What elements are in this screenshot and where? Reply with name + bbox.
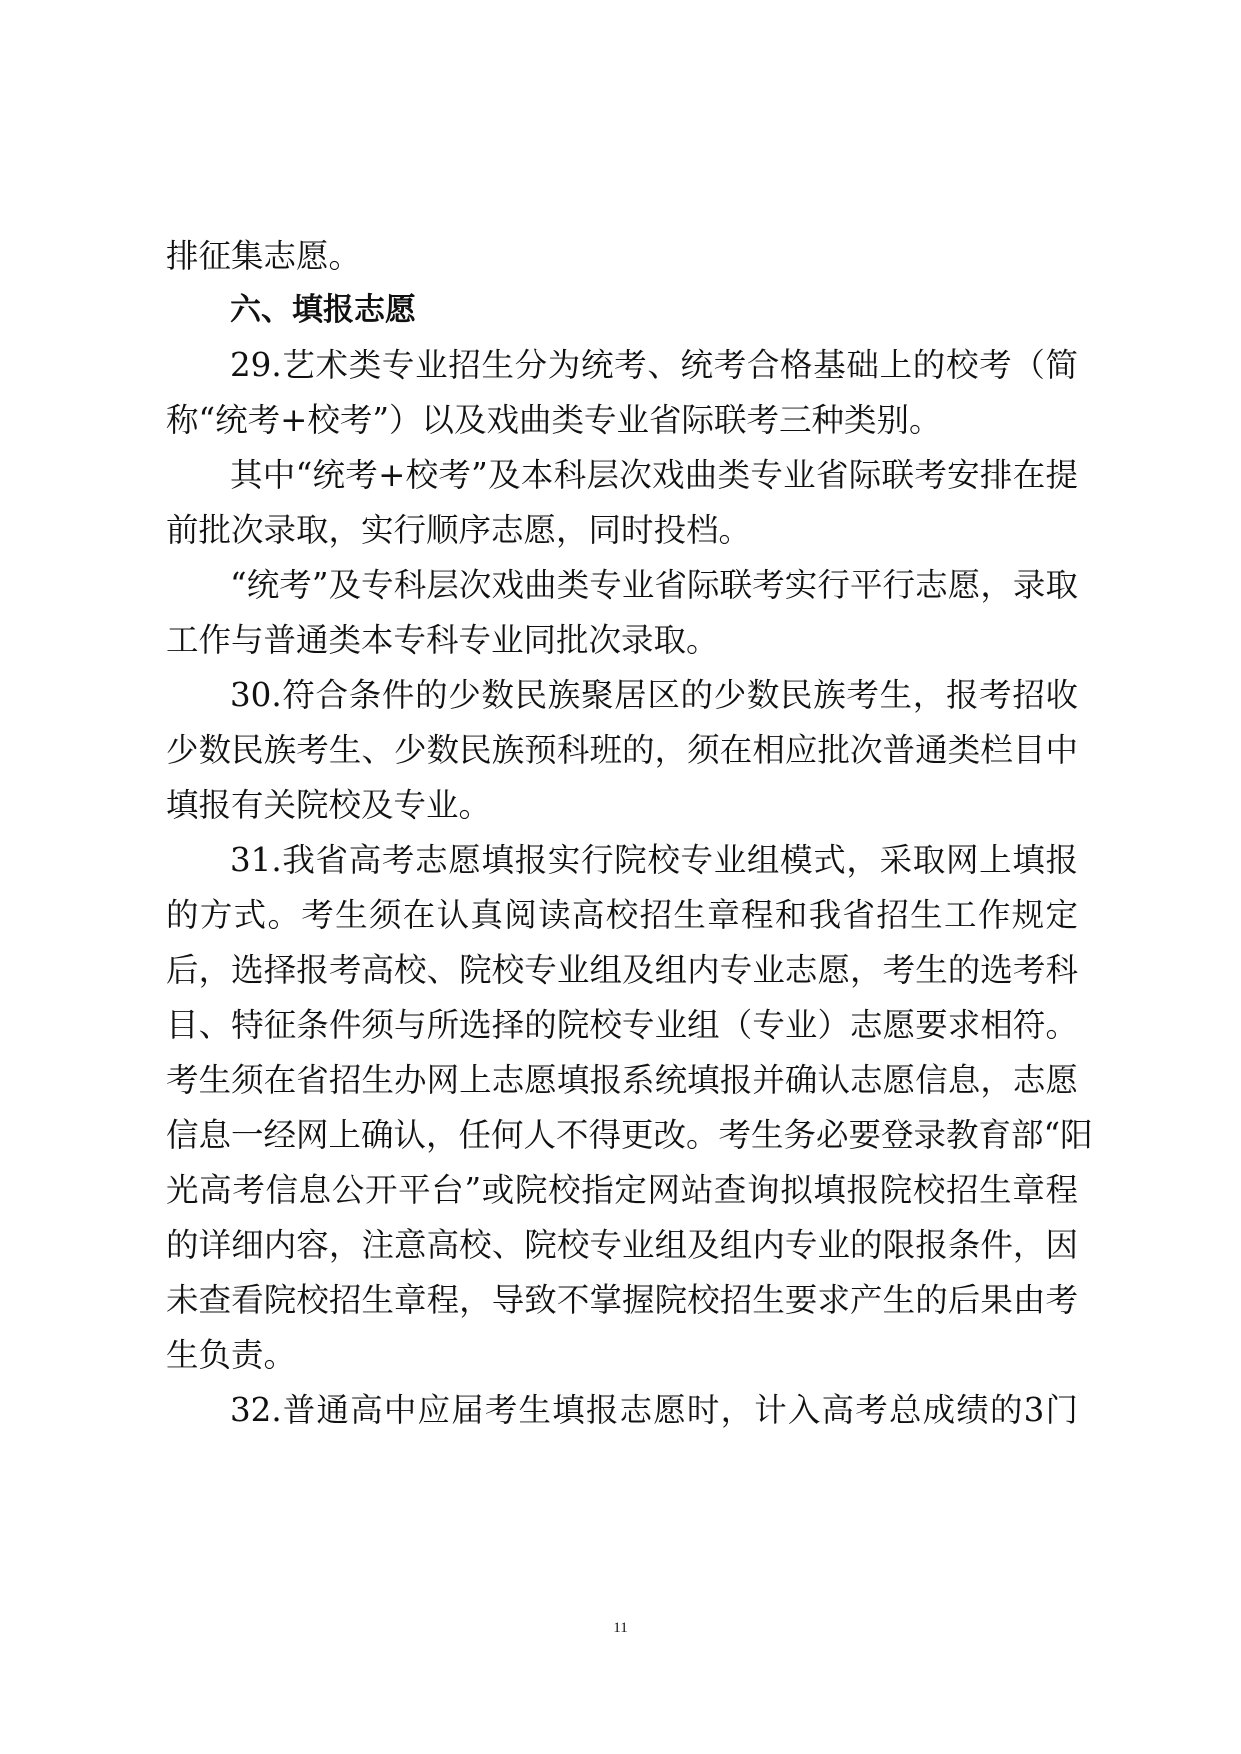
paragraph-line: “统考”及专科层次戏曲类专业省际联考实行平行志愿，录取: [230, 566, 1078, 604]
paragraph-line: 32.普通高中应届考生填报志愿时，计入高考总成绩的3门: [230, 1391, 1078, 1429]
paragraph-line: 29.艺术类专业招生分为统考、统考合格基础上的校考（简: [230, 346, 1078, 384]
paragraph-line: 其中“统考+校考”及本科层次戏曲类专业省际联考安排在提: [230, 456, 1078, 494]
paragraph-line: 排征集志愿。: [166, 237, 362, 275]
paragraph-line: 光高考信息公开平台”或院校指定网站查询拟填报院校招生章程: [166, 1171, 1078, 1209]
paragraph-line: 31.我省高考志愿填报实行院校专业组模式，采取网上填报: [230, 841, 1078, 879]
paragraph-line: 未查看院校招生章程，导致不掌握院校招生要求产生的后果由考: [166, 1281, 1078, 1319]
page-number: 11: [613, 1620, 628, 1636]
paragraph-line: 信息一经网上确认，任何人不得更改。考生务必要登录教育部“阳: [166, 1116, 1093, 1154]
paragraph-line: 30.符合条件的少数民族聚居区的少数民族考生，报考招收: [230, 676, 1078, 714]
section-heading: 六、填报志愿: [230, 292, 416, 328]
paragraph-line: 少数民族考生、少数民族预科班的，须在相应批次普通类栏目中: [166, 731, 1078, 769]
paragraph-line: 工作与普通类本专科专业同批次录取。: [166, 621, 719, 659]
paragraph-line: 称“统考+校考”）以及戏曲类专业省际联考三种类别。: [166, 401, 942, 439]
paragraph-line: 的详细内容，注意高校、院校专业组及组内专业的限报条件，因: [166, 1226, 1078, 1264]
paragraph-line: 生负责。: [166, 1336, 297, 1374]
paragraph-line: 目、特征条件须与所选择的院校专业组（专业）志愿要求相符。: [166, 1006, 1078, 1044]
paragraph-line: 的方式。考生须在认真阅读高校招生章程和我省招生工作规定: [166, 896, 1078, 934]
paragraph-line: 填报有关院校及专业。: [166, 786, 492, 824]
paragraph-line: 前批次录取，实行顺序志愿，同时投档。: [166, 511, 752, 549]
paragraph-line: 考生须在省招生办网上志愿填报系统填报并确认志愿信息，志愿: [166, 1061, 1078, 1099]
paragraph-line: 后，选择报考高校、院校专业组及组内专业志愿，考生的选考科: [166, 951, 1078, 989]
